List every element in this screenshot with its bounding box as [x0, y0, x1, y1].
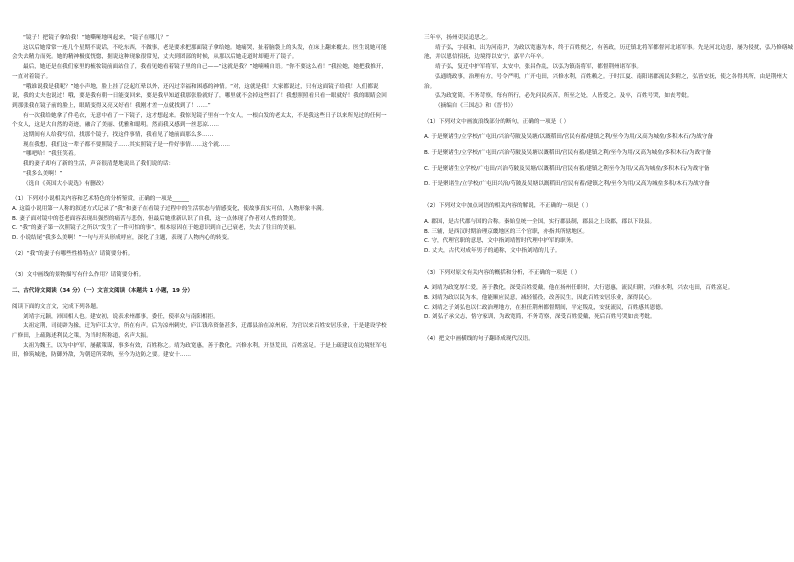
wenyan-para-5: 靖子弘，复迁中护军将军，太安中，张昌作乱，以弘为镇南将军，都督荆州诸军事。	[435, 64, 642, 71]
question-r2: （2）下列对文中加点词语的相关内容的解说，不正确的一项是（ ）	[424, 203, 592, 210]
wenyan-continued: 三年卒，扬州吏民追思之。	[424, 35, 492, 41]
wenyan-para-1: 刘靖字元颖，沛国相人也。建安初，说表求州郡事，委任，使率众与南阳相拒。	[23, 313, 219, 320]
question-r3-option-a: A. 刘靖为政宽厚仁爱，善于教化，深受百姓爱戴，他在扬州任职时，大行恩惠，流民归附，兴修水利，兴农屯田，百姓富足。	[424, 285, 734, 292]
story-para-3: 最后，她还是在我们家里的梳妆镜前面站住了，我看见她看着镜子里的自己——“这就是我？”她喃喃自语。“你不要这么看！”我拉她，她把我推开，一直对着镜子。	[12, 64, 387, 80]
story-para-7: 现在我想，我们这一辈子都不要照镜子……其实照镜子是一件好事情……这个就……	[23, 141, 230, 148]
question-1-option-b: B. 妻子面对镜中的苍老面容表现出强烈的痛苦与悲伤，但最后她重新认识了自我，这一点体现了作者对人性的赞美。	[12, 215, 300, 222]
story-para-10: “我多么美啊！”	[23, 170, 63, 177]
question-r4: （4）把文中画横线的句子翻译成现代汉语。	[424, 336, 534, 343]
story-source: （选自《英国大小说选》有删改）	[23, 180, 107, 187]
question-3: （3）文中画线的景物描写有什么作用？请简要分析。	[12, 272, 145, 279]
story-para-9: 我的妻子却有了新的生活，声音很清楚地说出了我们说的话：	[23, 161, 175, 168]
story-para-5: 有一次我给她拿了件毛衣，无意中看了一下镜子，这才想起来。我惊见镜子里有一个女人，一根白发的老太太，不是我这些日子以来所见过的任何一个女人，这是大自然的奇迹，融合了美丽、优雅和聪明。然而我又感到一丝悲凉……	[12, 112, 387, 129]
left-column	[12, 34, 387, 361]
question-r3-option-c: C. 刘靖之子刘弘也以仁政治理地方，在担任荆州都督期间，平定叛乱，安抚流民，百姓感其恩德。	[424, 304, 667, 311]
question-1-option-a: A. 这篇小说用第一人称的叙述方式记录了“我”和妻子在看镜子过程中的生活状态与情感变化，使故事真实可信，人物形象丰满。	[12, 205, 328, 212]
question-r1: （1）下列对文中画波浪线部分的断句，正确的一项是（ ）	[424, 118, 570, 125]
wenyan-para-6: 弘通晓政事，治理有方，号令严明，广开屯田，兴修水利，百姓赖之。于时江夏、南阳诸郡流民多附之，弘皆安抚，使之各得其所，由是荆州大治。	[424, 73, 788, 90]
question-r3-option-b: B. 刘靖为政以民为本，他能顺应民意，减轻徭役，改善民生，因此百姓安居乐业，深得民心。	[424, 295, 656, 302]
question-1-option-c: C. “我”的妻子第一次照镜子之所以“发生了一件可怕的事”，根本原因在于她意识到自己已衰老，失去了往日的美丽。	[12, 225, 300, 232]
story-para-6: 这期间有人给我写信，找那个镜子，找这件事情，我看见了她前面那么多……	[23, 132, 214, 139]
question-1: （1）下列对小说相关内容和艺术特色的分析鉴赏，正确的一项是______	[12, 196, 189, 203]
reading-intro: 阅读下面的文言文，完成下列各题。	[12, 303, 102, 310]
wenyan-para-4: 靖子弘，字叔和，出为河南尹，为政以宽惠为本，终于百姓便之，有善政，历迁镇北将军都督河北诸军事。先是河北边患，屡为侵扰，弘乃修缮城池，并以恩信招抚，边境得以安宁，嘉平六年卒。	[424, 44, 794, 61]
wenyan-source: （摘编自《三国志》和《晋书》）	[435, 102, 517, 109]
question-r1-option-b: B. 于是聚诸生/立学校/广屯田/兴治芍陂及吴塘以溉稻田/官民有蓄/建镇之利/至今为用/又高为城垒/多积木石/为战守备	[424, 150, 712, 157]
question-r1-option-d: D. 于是聚诸生/立学校/广屯田兴治/芍陂及吴塘以溉稻田/官民有蓄/建镇之利/至今为用/又高为城垒多积/木石为战守备	[424, 181, 710, 188]
question-r3: （3）下列对原文有关内容的概括和分析，不正确的一项是（ ）	[424, 269, 581, 276]
section-2-title: 二、古代诗文阅读（34 分）（一）文言文阅读（本题共 1 小题，19 分）	[12, 288, 194, 295]
question-1-option-d: D. 小说结尾“我多么美啊！”一句与开头形成呼应，深化了主题，表现了人物内心的转变。	[12, 235, 233, 242]
question-r2-option-b: B. 三辅，是西汉时期治理京畿地区的三个官职，亦指其所辖地区。	[424, 228, 589, 235]
story-para-1: “镜子！把镜子拿给我！”她嘶哑地叫起来，“镜子在哪儿？”	[23, 35, 169, 41]
question-r3-option-d: D. 刘弘子承父志，恪守家训，为政宽简，不务苛察，深受百姓爱戴，死后百姓号哭如丧考妣。	[424, 314, 656, 321]
question-r1-option-c: C. 于是聚诸生立学校/广屯田/兴治芍陂及吴塘/以溉稻田/官民有蓄/建镇之利至今为用/又高为城垒/多积木石/为战守备	[424, 165, 710, 172]
question-r1-option-a: A. 于是聚诸生/立学校/广屯田/兴治芍陂及吴塘/以溉稻田/官民有蓄/建镇之利/至今为用/又高为城垒/多积木石/为战守备	[424, 134, 714, 141]
wenyan-para-2: 太祖定荆，司徒辟为掾，迁为庐江太守，所在有声。后为凉州刺史，庐江钱帛资备甚多，迁郡县治在凉州府，为官以来百姓安居乐业，于是建设学校广修田，上疏陈述利民之策，为当时所称道，名声大振。	[12, 323, 387, 339]
wenyan-para-3: 太祖为魏王，以为中护军，屡献策谋，事多有效，百姓称之。靖为政宽惠，善于教化，兴修水利，开垦荒田，百姓富足。于是上疏建议在边境驻军屯田，修筑城池，防御外敌，为朝廷所采纳，至今为边防之要。建安十……	[12, 342, 387, 359]
question-r2-option-c: C. 守，代理官职的意思，文中指刘靖暂时代理中护军的职务。	[424, 238, 577, 245]
question-r2-option-d: D. 丈夫，古代对成年男子的通称，文中指刘靖的儿子。	[424, 247, 561, 254]
story-para-4: “哦谁说我是我呢？”她小声地，脸上挂了泛起红晕以外，还闪过幸福和困惑的神情。“对，这就是我！大家都说过，只有这面镜子给我！人们都说说，我的丈夫也说过！哦，要是我有朝一日能变回来，要是我早知道我那张脸就好了，哪里就不会掉这些泪了！我想照照看只看一眼就好！我的眼睛会回到那张我在镜子前的脸上，眼睛变得又亮又好看！我刚才差一点就找到了！……”	[12, 83, 387, 109]
story-para-2: 这以后她常常一连几个星期不说话，不吃东西，不做事，老是要求把那面镜子拿给她。她痛哭，扯着脑袋上的头发，在床上翻来覆去。医生说她可能会失去精力而死。她的精神极度恍惚，据说这种现象很常见，丈夫到团部的时候，从那以后她走道时却避开了镜子。	[12, 44, 387, 61]
question-2: （2）“我”的妻子有哪些性格特点？请简要分析。	[12, 250, 134, 257]
right-column	[424, 34, 794, 345]
wenyan-para-7: 弘为政宽简，不务苛察，每有所行，必先问民疾苦，所至之处，人皆爱之。及卒，百姓号哭，如丧考妣。	[435, 93, 693, 100]
question-r2-option-a: A. 郡国，是古代郡与国的合称。秦始皇统一全国，实行郡县制，郡县之上设郡，郡以下设县。	[424, 218, 656, 225]
story-para-8: “哪吧哈！”我狂笑着。	[23, 151, 80, 158]
